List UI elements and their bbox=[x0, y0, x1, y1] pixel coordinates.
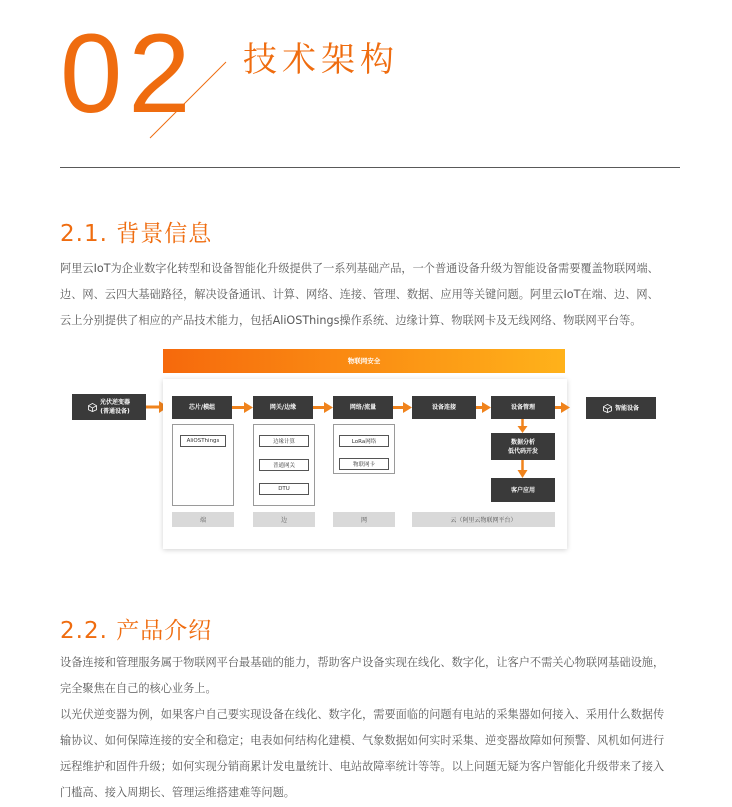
chapter-number: 02 bbox=[60, 11, 197, 136]
target-device-box bbox=[586, 397, 656, 419]
chapter-title: 技术架构 bbox=[243, 40, 399, 80]
slash-decoration bbox=[148, 60, 228, 140]
footer-device: 端 bbox=[172, 512, 234, 527]
cube-icon bbox=[88, 403, 97, 412]
stage-network-traffic: 网络/流量 bbox=[333, 396, 393, 419]
section-title-product: 2.2. 产品介绍 bbox=[60, 618, 213, 644]
section-title-background: 2.1. 背景信息 bbox=[60, 221, 213, 247]
paragraph-line: 远程维护和固件升级；如何实现分销商累计发电量统计、电站故障率统计等等。以上问题无疑为客户智能化升级带来了接入 bbox=[60, 760, 665, 773]
stage-device-connection: 设备连接 bbox=[412, 396, 476, 419]
divider bbox=[60, 167, 680, 168]
chip-item: AliOSThings bbox=[180, 435, 226, 447]
arrow-right-icon bbox=[313, 401, 333, 414]
paragraph-line: 阿里云IoT为企业数字化转型和设备智能化升级提供了一系列基础产品，一个普通设备升级为智能设备需要覆盖物联网端、 bbox=[60, 262, 659, 275]
arrow-right-icon bbox=[555, 401, 570, 414]
paragraph-line: 输协议、如何保障连接的安全和稳定；电表如何结构化建模、气象数据如何实时采集、逆变器故障如何预警、风机如何进行 bbox=[60, 734, 665, 747]
arrow-right-icon bbox=[393, 401, 412, 414]
arrow-down-icon bbox=[517, 419, 528, 433]
stage-chip-module: 芯片/模组 bbox=[172, 396, 232, 419]
network-item: 物联网卡 bbox=[339, 458, 389, 470]
background-paragraph bbox=[60, 256, 685, 334]
footer-network: 网 bbox=[333, 512, 395, 527]
source-device-label: 光伏逆变器 (普通设备) bbox=[99, 399, 130, 415]
stage-gateway-edge: 网关/边缘 bbox=[253, 396, 313, 419]
stage-device-management: 设备管理 bbox=[491, 396, 555, 419]
data-analysis-box: 数据分析 低代码开发 bbox=[491, 433, 555, 460]
source-device-box bbox=[72, 394, 146, 420]
network-item: LoRa网络 bbox=[339, 435, 389, 447]
paragraph-line: 设备连接和管理服务属于物联网平台最基础的能力，帮助客户设备实现在线化、数字化，让客户不需关心物联网基础设施， bbox=[60, 656, 665, 669]
paragraph-line: 边、网、云四大基础路径，解决设备通讯、计算、网络、连接、管理、数据、应用等关键问题。阿里云IoT在端、边、网、 bbox=[60, 288, 659, 301]
paragraph-line: 门槛高、接入周期长、管理运维搭建难等问题。 bbox=[60, 786, 295, 799]
product-paragraph-1 bbox=[60, 650, 685, 702]
arrow-down-icon bbox=[517, 460, 528, 478]
cube-icon bbox=[603, 404, 612, 413]
paragraph-line: 云上分别提供了相应的产品技术能力，包括AliOSThings操作系统、边缘计算、物联网卡及无线网络、物联网平台等。 bbox=[60, 314, 642, 327]
edge-item: 边缘计算 bbox=[259, 435, 309, 447]
footer-edge: 边 bbox=[253, 512, 315, 527]
arrow-right-icon bbox=[476, 401, 491, 414]
footer-cloud: 云（阿里云物联网平台） bbox=[412, 512, 555, 527]
edge-item: 普通网关 bbox=[259, 459, 309, 471]
product-paragraph-2 bbox=[60, 702, 685, 806]
security-banner: 物联网安全 bbox=[163, 349, 565, 373]
paragraph-line: 完全聚焦在自己的核心业务上。 bbox=[60, 682, 217, 695]
target-device-label: 智能设备 bbox=[614, 404, 639, 412]
arrow-right-icon bbox=[232, 401, 253, 414]
architecture-diagram bbox=[160, 346, 570, 552]
paragraph-line: 以光伏逆变器为例，如果客户自己要实现设备在线化、数字化，需要面临的问题有电站的采集器如何接入、采用什么数据传 bbox=[60, 708, 665, 721]
edge-item: DTU bbox=[259, 483, 309, 495]
customer-app-box: 客户应用 bbox=[491, 478, 555, 502]
